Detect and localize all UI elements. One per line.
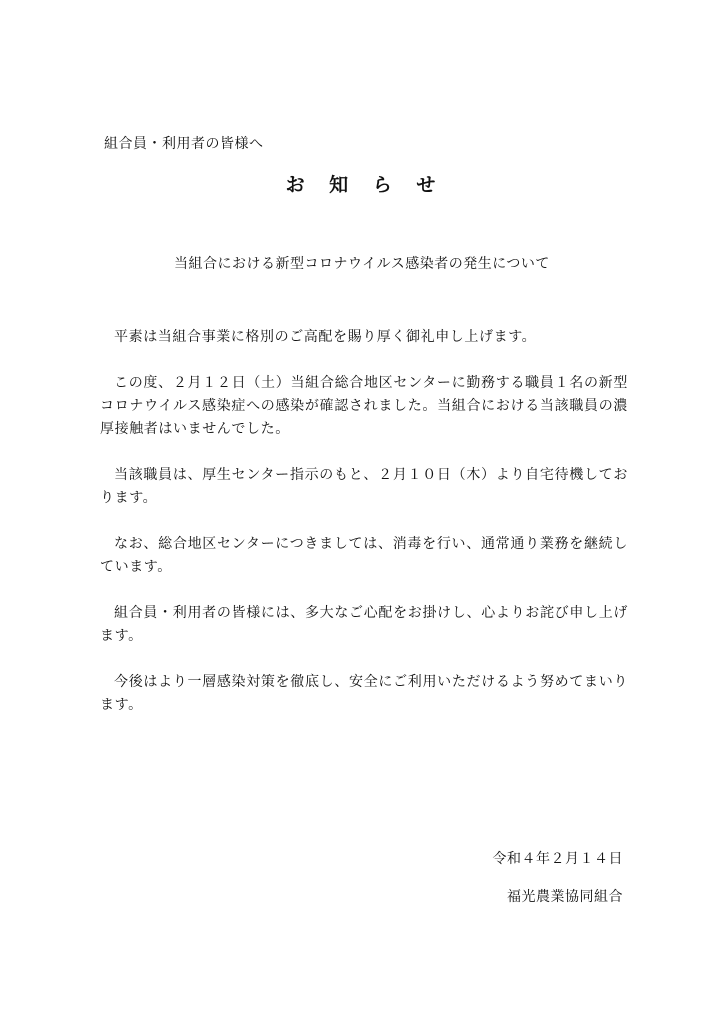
- paragraph-greeting: 平素は当組合事業に格別のご高配を賜り厚く御礼申し上げます。: [114, 329, 537, 345]
- notice-subject: 当組合における新型コロナウイルス感染者の発生について: [174, 256, 550, 272]
- paragraph-self-isolation: 当該職員は、厚生センター指示のもと、２月１０日（木）より自宅待機しております。: [100, 467, 628, 506]
- addressee: 組合員・利用者の皆様へ: [104, 136, 264, 152]
- paragraph-infection-report: この度、２月１２日（土）当組合総合地区センターに勤務する職員１名の新型コロナウイルス感染症への感染が確認されました。当組合における当該職員の濃厚接触者はいませんでした。: [100, 375, 628, 437]
- organization-name: 福光農業協同組合: [507, 889, 623, 905]
- paragraph-future-measures: 今後はより一層感染対策を徹底し、安全にご利用いただけるよう努めてまいります。: [100, 674, 628, 713]
- notice-body: [100, 326, 628, 740]
- notice-title: お 知 ら せ: [285, 174, 445, 196]
- notice-date: 令和４年２月１４日: [492, 851, 623, 867]
- paragraph-apology: 組合員・利用者の皆様には、多大なご心配をお掛けし、心よりお詫び申し上げます。: [100, 605, 628, 644]
- paragraph-disinfection: なお、総合地区センターにつきましては、消毒を行い、通常通り業務を継続しています。: [100, 536, 628, 575]
